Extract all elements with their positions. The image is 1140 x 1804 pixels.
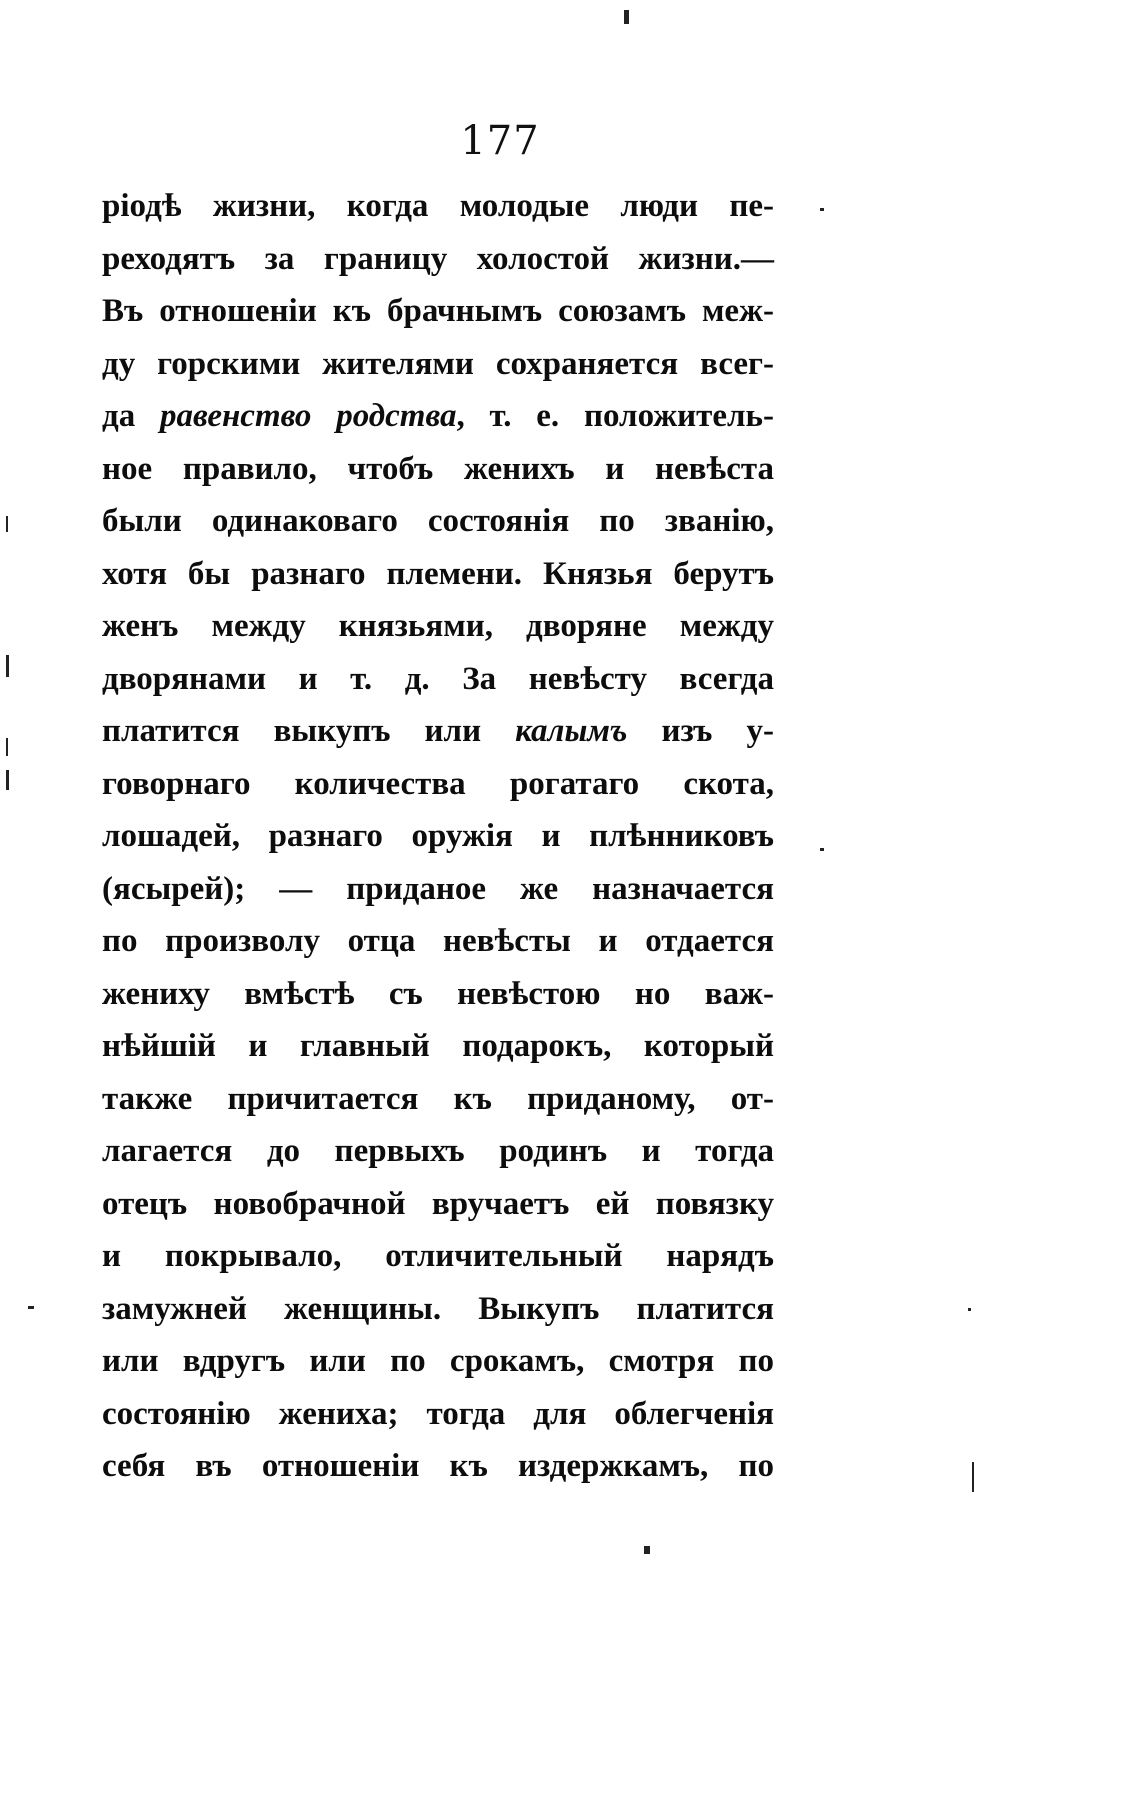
text-run: платится выкупъ или [102, 713, 516, 749]
scan-speck [972, 1462, 974, 1492]
text-line [102, 548, 774, 601]
text-line [102, 338, 774, 391]
text-run: лошадей, разнаго оружія и плѣнниковъ [102, 818, 774, 854]
scan-speck [28, 1306, 34, 1309]
text-run: говорнаго количества рогатаго скота, [102, 765, 774, 802]
text-line [102, 1230, 774, 1283]
text-run: изъ у- [627, 713, 774, 749]
text-line [102, 810, 774, 863]
text-run: хотя бы разнаго племени. Князья берутъ [102, 555, 774, 592]
text-run: и покрывало, отличительный нарядъ [102, 1238, 774, 1274]
text-line [102, 1440, 774, 1493]
text-run: да [102, 398, 160, 434]
text-run: жениху вмѣстѣ съ невѣстою но важ- [102, 975, 774, 1012]
text-line [102, 1388, 774, 1441]
text-line [102, 443, 774, 496]
text-run: нѣйшій и главный подарокъ, который [102, 1028, 774, 1064]
text-line [102, 915, 774, 968]
text-line [102, 1335, 774, 1388]
page-number: 177 [460, 118, 540, 164]
text-line [102, 600, 774, 653]
text-line [102, 705, 774, 758]
text-line [102, 968, 774, 1021]
text-line [102, 1073, 774, 1126]
text-run: также причитается къ приданому, от- [102, 1080, 774, 1117]
scan-speck [6, 738, 8, 756]
body-text [102, 180, 774, 1493]
text-run: по произволу отца невѣсты и отдается [102, 923, 774, 959]
text-run: состоянію жениха; тогда для облегченія [102, 1395, 774, 1432]
text-line [102, 653, 774, 706]
text-run: реходятъ за границу холостой жизни.— [102, 240, 774, 277]
scan-speck [6, 516, 8, 532]
text-run: Въ отношеніи къ брачнымъ союзамъ меж- [102, 293, 774, 329]
scan-speck [820, 208, 824, 211]
scan-speck [968, 1308, 971, 1311]
text-line [102, 285, 774, 338]
italic-phrase: калымъ [515, 713, 628, 749]
text-line [102, 758, 774, 811]
text-run: себя въ отношеніи къ издержкамъ, по [102, 1448, 774, 1484]
text-line [102, 1125, 774, 1178]
text-run: , т. е. положитель- [456, 398, 774, 434]
text-run: ду горскими жителями сохраняется всег- [102, 345, 774, 382]
text-run: ное правило, чтобъ женихъ и невѣста [102, 450, 774, 487]
text-line [102, 1020, 774, 1073]
text-run: женъ между князьями, дворяне между [102, 608, 774, 644]
text-line [102, 495, 774, 548]
scan-speck [6, 770, 9, 790]
scan-speck [820, 848, 824, 851]
text-run: лагается до первыхъ родинъ и тогда [102, 1133, 774, 1169]
text-run: (ясырей); — приданое же назначается [102, 870, 774, 907]
text-run: отецъ новобрачной вручаетъ ей повязку [102, 1185, 774, 1222]
text-line [102, 1178, 774, 1231]
text-line [102, 863, 774, 916]
text-run: замужней женщины. Выкупъ платится [102, 1290, 774, 1327]
scan-speck [644, 1546, 650, 1554]
text-line [102, 1283, 774, 1336]
text-line [102, 390, 774, 443]
text-line [102, 233, 774, 286]
italic-phrase: равенство родства [159, 398, 457, 434]
text-line [102, 180, 774, 233]
scan-speck [6, 655, 9, 677]
scan-speck [624, 10, 629, 24]
text-run: ріодѣ жизни, когда молодые люди пе- [102, 188, 774, 224]
text-run: или вдругъ или по срокамъ, смотря по [102, 1343, 774, 1379]
text-run: дворянами и т. д. За невѣсту всегда [102, 660, 774, 697]
text-run: были одинаковаго состоянія по званію, [102, 503, 774, 539]
